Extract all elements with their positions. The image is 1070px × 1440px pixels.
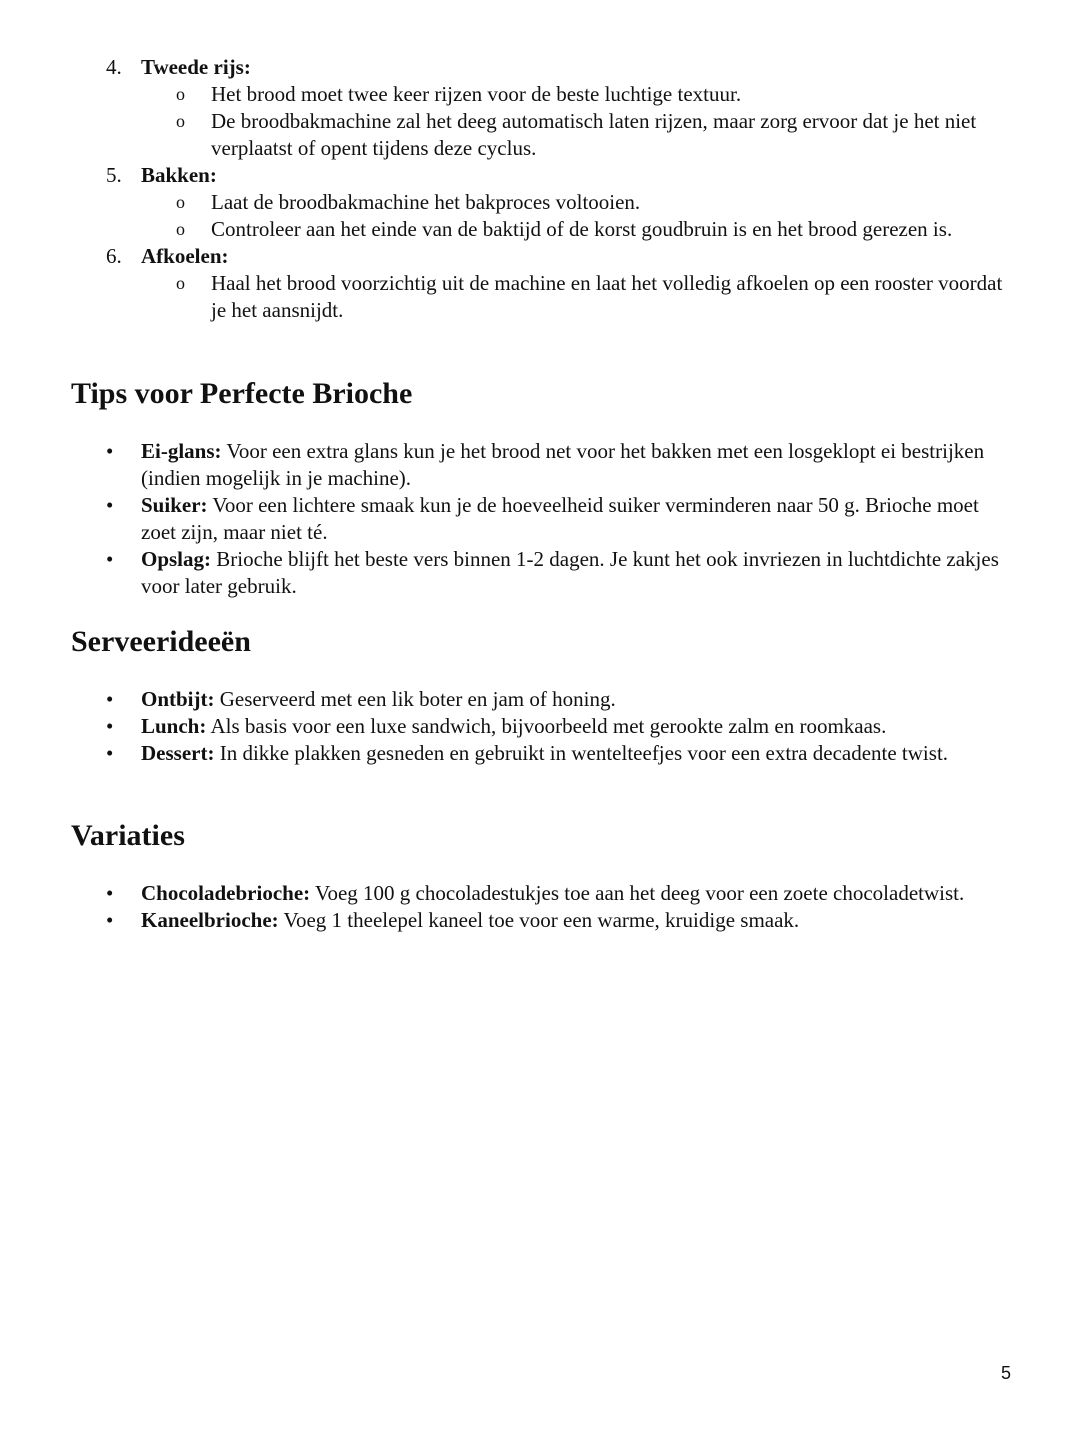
step-title: Bakken: bbox=[141, 163, 217, 187]
step-item bbox=[0, 54, 1070, 162]
item-term: Kaneelbrioche: bbox=[141, 908, 279, 932]
variations-list bbox=[0, 880, 1070, 934]
step-list bbox=[0, 54, 1070, 324]
page-number: 5 bbox=[1001, 1363, 1012, 1383]
circle-bullet-icon: o bbox=[176, 273, 185, 293]
sub-item-text: Laat de broodbakmachine het bakproces voltooien. bbox=[211, 190, 641, 214]
item-text: Voor een lichtere smaak kun je de hoeveelheid suiker verminderen naar 50 g. Brioche moet zoet zijn, maar niet té. bbox=[141, 493, 979, 544]
sub-list-item bbox=[0, 189, 1070, 216]
list-item bbox=[0, 880, 1070, 907]
step-item bbox=[0, 162, 1070, 243]
list-item bbox=[0, 907, 1070, 934]
item-term: Chocoladebrioche: bbox=[141, 881, 311, 905]
step-heading bbox=[0, 162, 1070, 189]
step-number: 6. bbox=[106, 244, 122, 268]
step-item bbox=[0, 243, 1070, 324]
bullet-icon: • bbox=[106, 687, 114, 711]
sub-list-item bbox=[0, 81, 1070, 108]
step-sub-list bbox=[0, 189, 1070, 243]
item-term: Ei-glans: bbox=[141, 439, 222, 463]
sub-item-text: De broodbakmachine zal het deeg automatisch laten rijzen, maar zorg ervoor dat je het niet verplaatst of opent tijdens deze cyclus. bbox=[211, 109, 977, 160]
item-term: Lunch: bbox=[141, 714, 207, 738]
item-text: Geserveerd met een lik boter en jam of honing. bbox=[214, 687, 616, 711]
list-item bbox=[0, 713, 1070, 740]
circle-bullet-icon: o bbox=[176, 219, 185, 239]
bullet-icon: • bbox=[106, 908, 114, 932]
list-item bbox=[0, 438, 1070, 492]
circle-bullet-icon: o bbox=[176, 111, 185, 131]
sub-list-item bbox=[0, 108, 1070, 162]
bullet-icon: • bbox=[106, 714, 114, 738]
bullet-icon: • bbox=[106, 493, 114, 517]
item-text: Voeg 100 g chocoladestukjes toe aan het deeg voor een zoete chocoladetwist. bbox=[310, 881, 965, 905]
list-item bbox=[0, 492, 1070, 546]
sub-list-item bbox=[0, 270, 1070, 324]
circle-bullet-icon: o bbox=[176, 84, 185, 104]
bullet-icon: • bbox=[106, 741, 114, 765]
step-title: Afkoelen: bbox=[141, 244, 229, 268]
item-term: Ontbijt: bbox=[141, 687, 215, 711]
sub-list-item bbox=[0, 216, 1070, 243]
sub-item-text: Het brood moet twee keer rijzen voor de beste luchtige textuur. bbox=[211, 82, 742, 106]
section-heading-serving: Serveerideeën bbox=[71, 625, 251, 658]
step-heading bbox=[0, 54, 1070, 81]
step-number: 5. bbox=[106, 163, 122, 187]
sub-item-text: Controleer aan het einde van de baktijd of de korst goudbruin is en het brood gerezen is. bbox=[211, 217, 953, 241]
step-sub-list bbox=[0, 270, 1070, 324]
tips-list bbox=[0, 438, 1070, 600]
item-text: Voor een extra glans kun je het brood net voor het bakken met een losgeklopt ei bestrijken (indien mogelijk in je machine). bbox=[141, 439, 985, 490]
list-item bbox=[0, 546, 1070, 600]
section-heading-tips: Tips voor Perfecte Brioche bbox=[71, 377, 413, 410]
item-text: In dikke plakken gesneden en gebruikt in wentelteefjes voor een extra decadente twist. bbox=[214, 741, 949, 765]
list-item bbox=[0, 686, 1070, 713]
bullet-icon: • bbox=[106, 547, 114, 571]
item-text: Brioche blijft het beste vers binnen 1-2 dagen. Je kunt het ook invriezen in luchtdichte zakjes voor later gebruik. bbox=[141, 547, 999, 598]
serving-list bbox=[0, 686, 1070, 767]
item-text: Voeg 1 theelepel kaneel toe voor een warme, kruidige smaak. bbox=[278, 908, 800, 932]
item-text: Als basis voor een luxe sandwich, bijvoorbeeld met gerookte zalm en roomkaas. bbox=[206, 714, 887, 738]
step-heading bbox=[0, 243, 1070, 270]
section-heading-variations: Variaties bbox=[71, 819, 185, 852]
bullet-icon: • bbox=[106, 439, 114, 463]
item-term: Dessert: bbox=[141, 741, 215, 765]
bullet-icon: • bbox=[106, 881, 114, 905]
step-number: 4. bbox=[106, 55, 122, 79]
sub-item-text: Haal het brood voorzichtig uit de machine en laat het volledig afkoelen op een rooster voordat je het aansnijdt. bbox=[211, 271, 1003, 322]
item-term: Opslag: bbox=[141, 547, 212, 571]
list-item bbox=[0, 740, 1070, 767]
item-term: Suiker: bbox=[141, 493, 208, 517]
step-title: Tweede rijs: bbox=[141, 55, 251, 79]
circle-bullet-icon: o bbox=[176, 192, 185, 212]
step-sub-list bbox=[0, 81, 1070, 162]
